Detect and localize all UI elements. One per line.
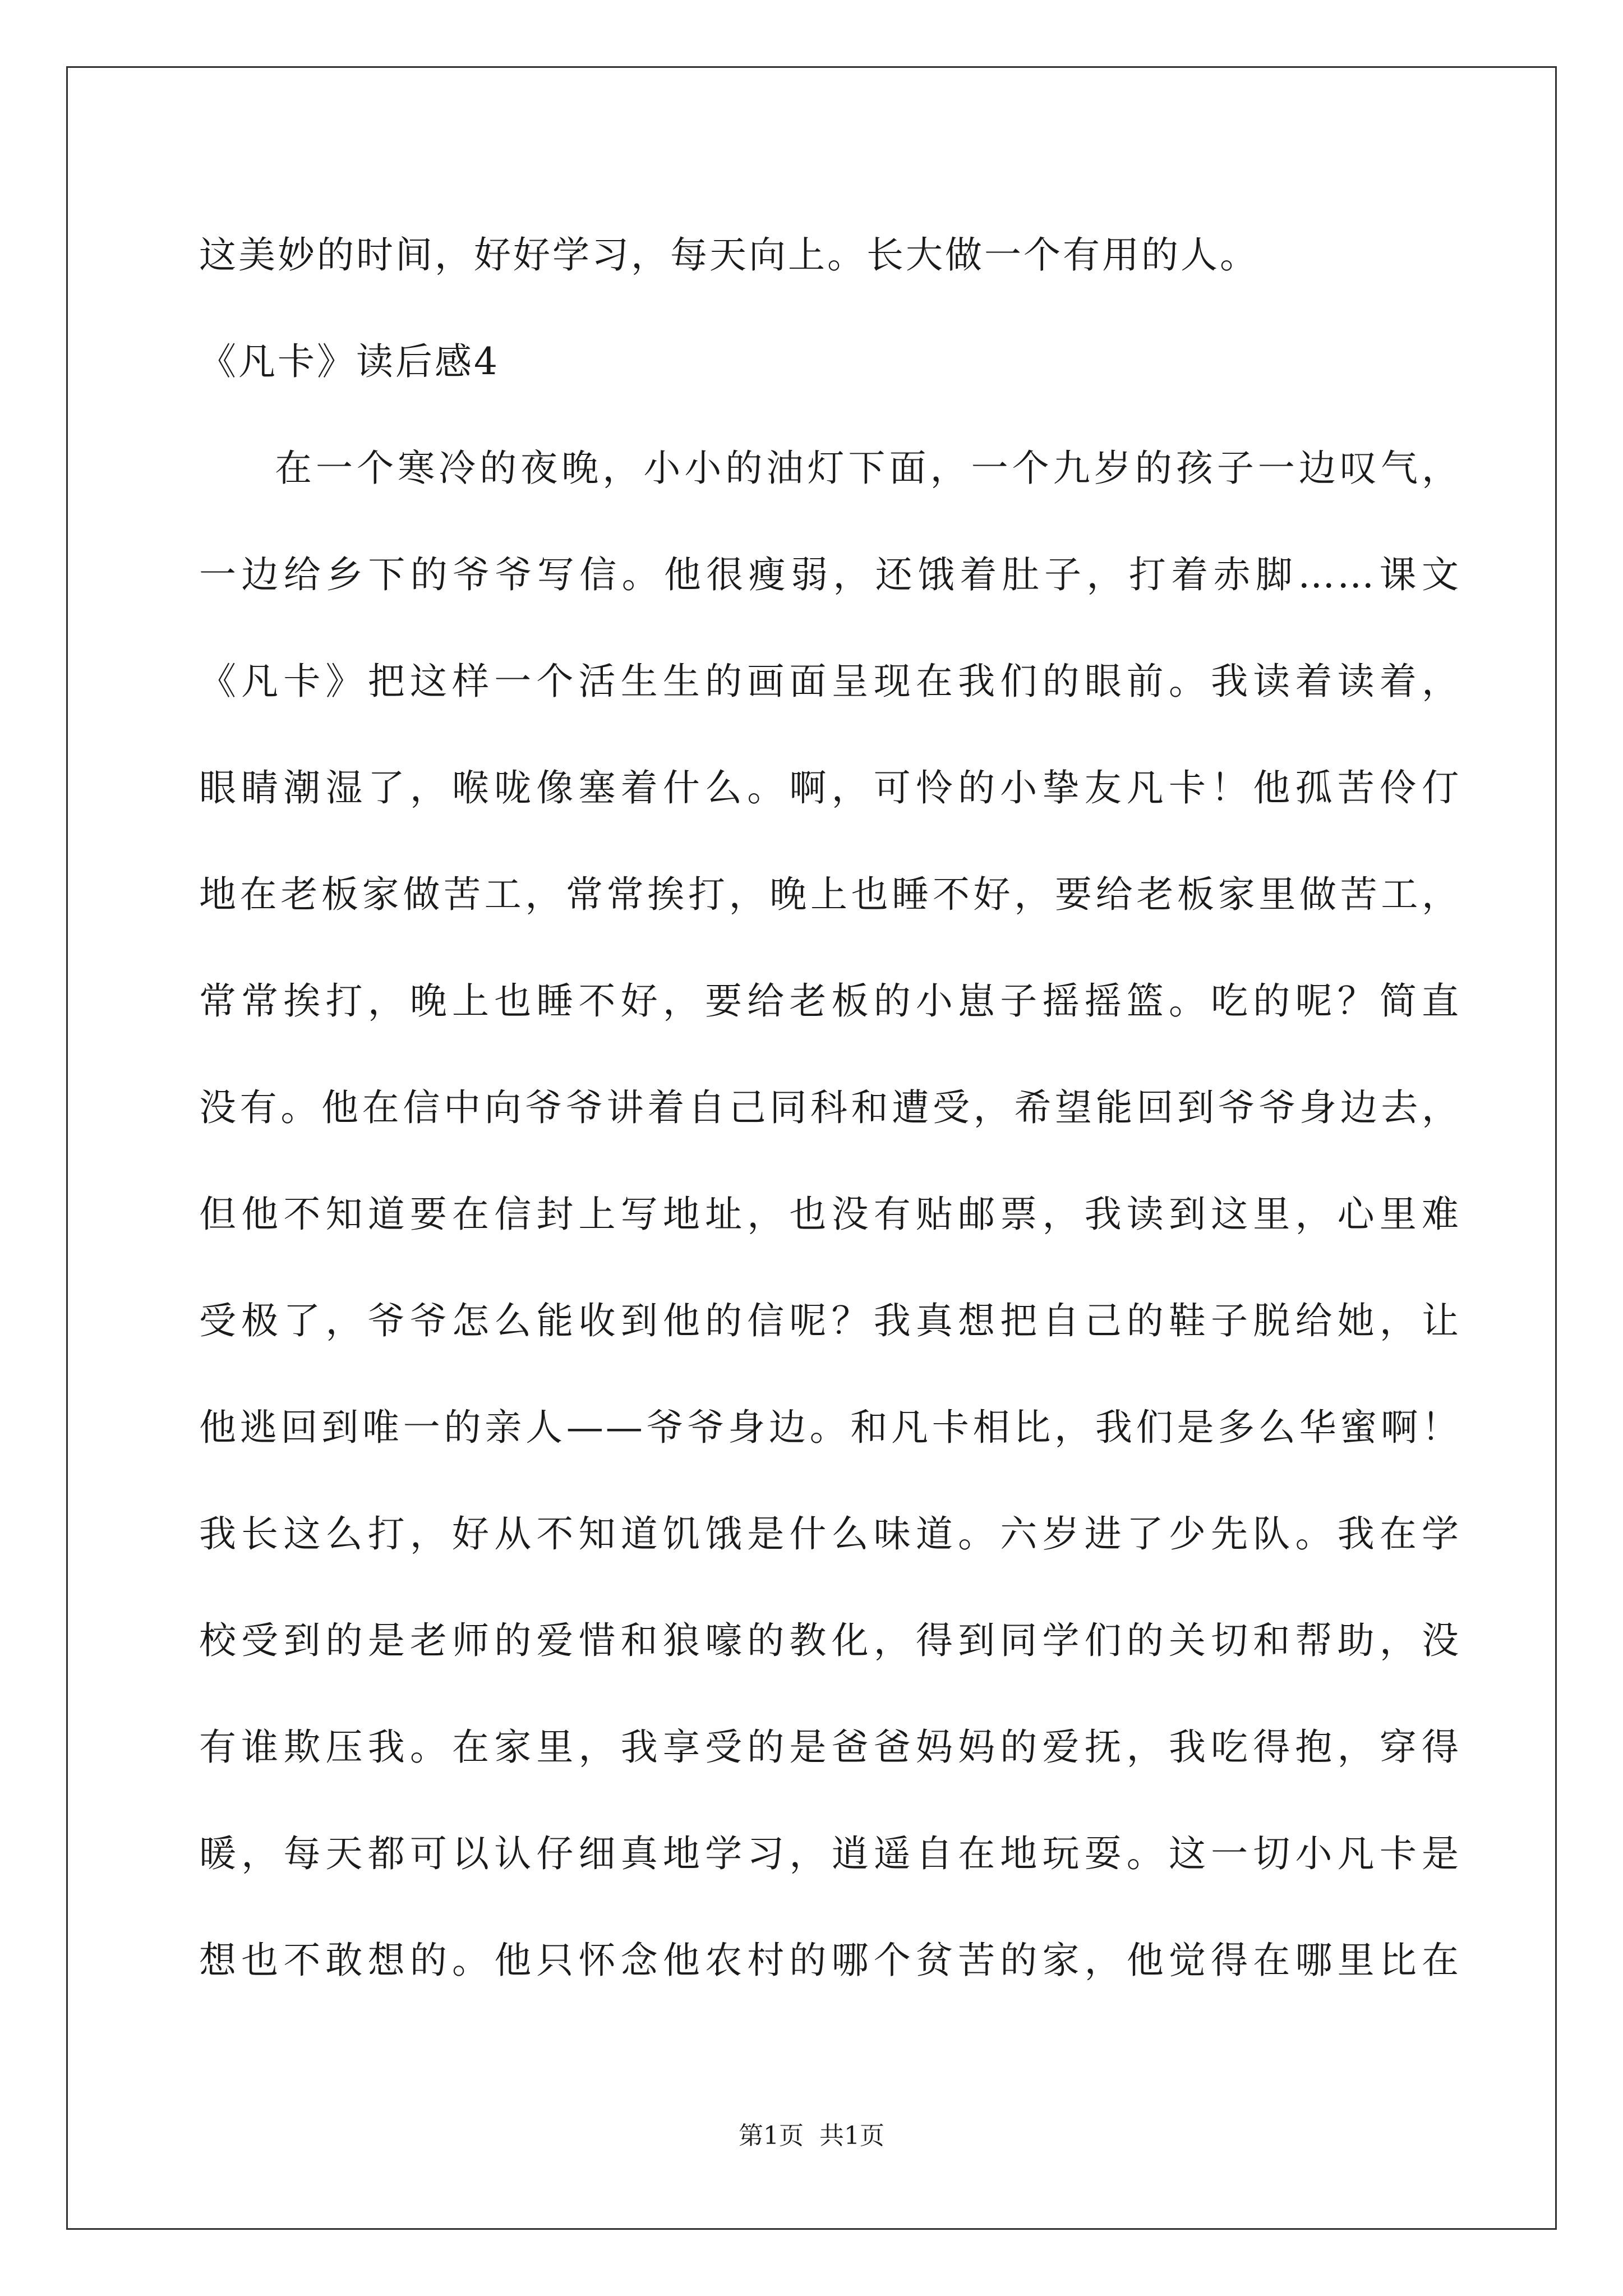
page-footer — [0, 2120, 1623, 2152]
text-line: 想也不敢想的。他只怀念他农村的哪个贫苦的家，他觉得在哪里比在 — [199, 1939, 1461, 1982]
text-line: 没有。他在信中向爷爷讲着自己同科和遭受，希望能回到爷爷身边去， — [199, 1086, 1461, 1129]
text-line: 《凡卡》把这样一个活生生的画面呈现在我们的眼前。我读着读着， — [199, 660, 1461, 703]
text-line: 但他不知道要在信封上写地址，也没有贴邮票，我读到这里，心里难 — [199, 1193, 1461, 1236]
text-line: 他逃回到唯一的亲人——爷爷身边。和凡卡相比，我们是多么华蜜啊！ — [199, 1406, 1461, 1449]
text-line: 在一个寒冷的夜晚，小小的油灯下面，一个九岁的孩子一边叹气， — [275, 447, 1461, 490]
text-line: 有谁欺压我。在家里，我享受的是爸爸妈妈的爱抚，我吃得抱，穿得 — [199, 1726, 1461, 1769]
text-line: 我长这么打，好从不知道饥饿是什么味道。六岁进了少先队。我在学 — [199, 1512, 1461, 1556]
page-border — [66, 66, 1557, 2230]
text-line: 一边给乡下的爷爷写信。他很瘦弱，还饿着肚子，打着赤脚……课文 — [199, 553, 1461, 596]
text-line: 暖，每天都可以认仔细真地学习，逍遥自在地玩耍。这一切小凡卡是 — [199, 1832, 1461, 1875]
text-line: 常常挨打，晚上也睡不好，要给老板的小崽子摇摇篮。吃的呢？简直 — [199, 979, 1461, 1023]
text-line: 地在老板家做苦工，常常挨打，晚上也睡不好，要给老板家里做苦工， — [199, 873, 1461, 916]
section-heading: 《凡卡》读后感4 — [199, 340, 500, 383]
text-line: 校受到的是老师的爱惜和狼嚎的教化，得到同学们的关切和帮助，没 — [199, 1619, 1461, 1662]
text-line: 受极了，爷爷怎么能收到他的信呢？我真想把自己的鞋子脱给她，让 — [199, 1299, 1461, 1342]
page-number: 第1页 — [739, 2122, 804, 2150]
text-line: 眼睛潮湿了，喉咙像塞着什么。啊，可怜的小挚友凡卡！他孤苦伶仃 — [199, 766, 1461, 809]
page-total: 共1页 — [819, 2122, 884, 2150]
text-line: 这美妙的时间，好好学习，每天向上。长大做一个有用的人。 — [199, 233, 1259, 277]
